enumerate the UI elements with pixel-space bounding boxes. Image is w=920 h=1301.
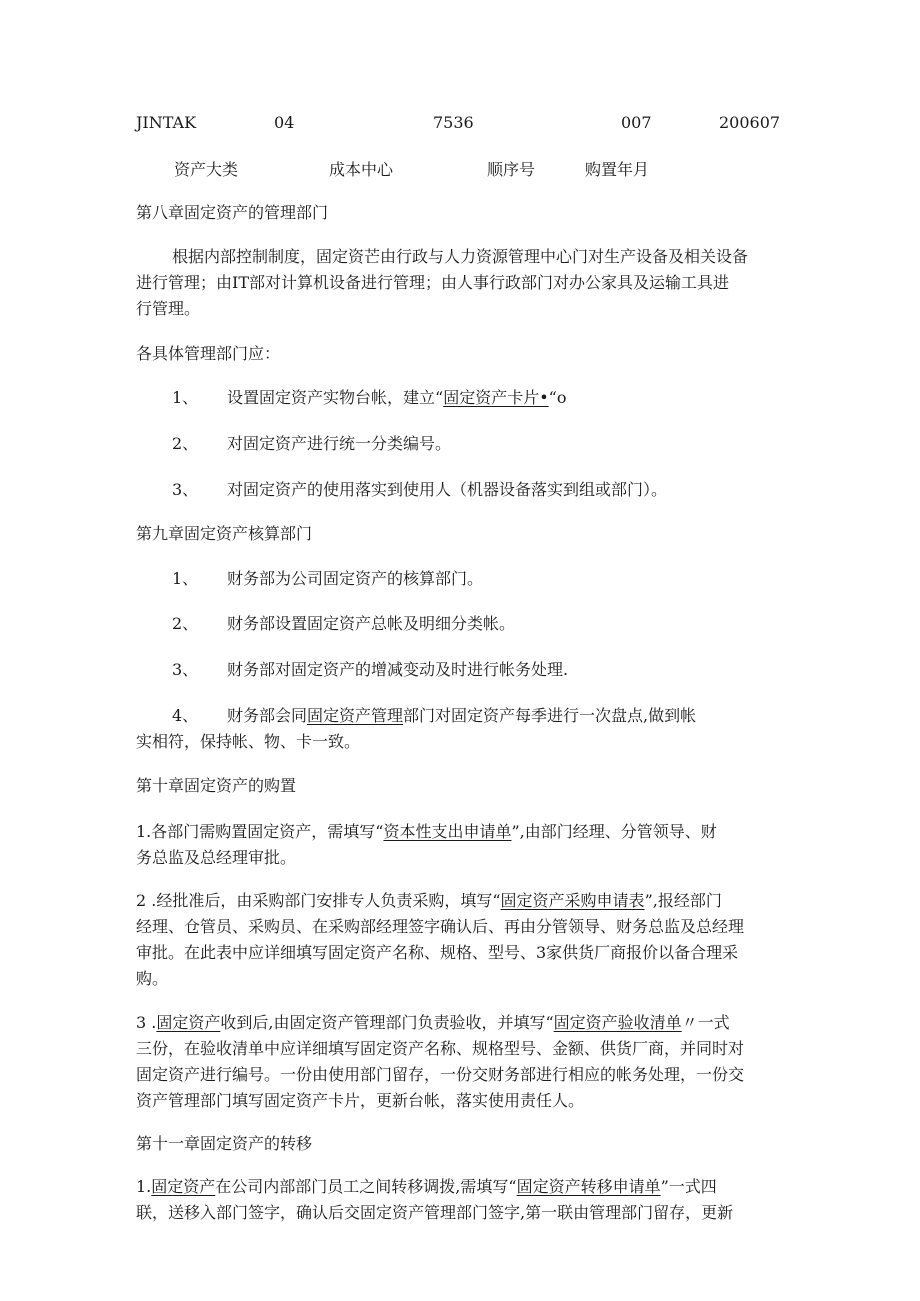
ch10-para-3-line-2: 三份，在验收清单中应详细填写固定资产名称、规格型号、金额、供货厂商，并同时对 bbox=[136, 1039, 745, 1058]
asset-card-term: 固定资产卡片• bbox=[443, 388, 549, 407]
ch8-para-line-1: 根据内部控制制度，固定资芒由行政与人力资源管理中心门对生产设备及相关设备 bbox=[172, 247, 749, 266]
ch11-para-1 bbox=[136, 1174, 717, 1200]
ch9-item-4-text: 财务部会同 bbox=[227, 706, 308, 725]
ch10-para-3-num: 3 . bbox=[136, 1013, 157, 1032]
ch9-item-3-num: 3、 bbox=[172, 660, 199, 679]
chapter-11-heading: 第十一章固定资产的转移 bbox=[136, 1134, 313, 1153]
ch8-item-3-num: 3、 bbox=[172, 480, 199, 499]
asset-code-labels bbox=[136, 157, 786, 181]
ch10-para-2-line-3: 审批。在此表中应详细填写固定资产名称、规格、型号、3家供货厂商报价以备合理采 bbox=[136, 943, 739, 962]
ch8-item-1-num: 1、 bbox=[172, 388, 199, 407]
ch8-para-line-2: 进行管理；由IT部对计算机设备进行管理；由人事行政部门对办公家具及运输工具进 bbox=[136, 273, 729, 292]
code-sequence: 7536 bbox=[433, 113, 474, 132]
ch11-para-1-line-2: 联，送移入部门签字，确认后交固定资产管理部门签字,第一联由管理部门留存，更新 bbox=[136, 1203, 734, 1222]
transfer-form-term: 固定资产转移申请单 bbox=[516, 1177, 661, 1196]
fixed-asset-term-2: 固定资产 bbox=[151, 1177, 216, 1196]
ch10-para-2-text: 2 .经批准后，由采购部门安排专人负责采购，填写“ bbox=[136, 891, 501, 910]
chapter-9-heading: 第九章固定资产核算部门 bbox=[136, 524, 313, 543]
ch8-intro: 各具体管理部门应： bbox=[136, 344, 281, 363]
ch9-item-4-line-2: 实相符，保持帐、物、卡一致。 bbox=[136, 732, 361, 751]
ch10-para-1-line-2: 务总监及总经理审批。 bbox=[136, 848, 297, 867]
ch9-item-1-num: 1、 bbox=[172, 569, 199, 588]
ch10-para-1 bbox=[136, 819, 717, 845]
ch11-para-1-text: 在公司内部部门员工之间转移调拨,需填写“ bbox=[215, 1177, 517, 1196]
ch10-para-1-tail: ”,由部门经理、分管领导、财 bbox=[511, 822, 717, 841]
acceptance-form-term: 固定资产验收清单 bbox=[553, 1013, 682, 1032]
purchase-form-term: 固定资产采购申请表 bbox=[500, 891, 645, 910]
ch10-para-3-line-4: 资产管理部门填写固定资产卡片，更新台帐，落实使用责任人。 bbox=[136, 1091, 585, 1110]
ch10-para-2 bbox=[136, 888, 722, 914]
ch10-para-3-tail: 〃一式 bbox=[681, 1013, 730, 1032]
fixed-asset-term: 固定资产 bbox=[156, 1013, 221, 1032]
ch9-item-4-tail: 部门对固定资产每季进行一次盘点,做到帐 bbox=[403, 706, 697, 725]
label-cost-center: 成本中心 bbox=[329, 160, 394, 179]
code-purchase-date-b: 200607 bbox=[719, 113, 781, 132]
ch8-item-1 bbox=[227, 385, 566, 411]
ch10-para-2-line-2: 经理、仓管员、采购员、在采购部经理签字确认后、再由分管领导、财务总监及总经理 bbox=[136, 917, 745, 936]
ch11-para-1-num: 1. bbox=[136, 1177, 152, 1196]
label-asset-category: 资产大类 bbox=[174, 160, 239, 179]
ch8-item-1-text: 设置固定资产实物台帐，建立“ bbox=[227, 388, 444, 407]
ch8-item-3: 对固定资产的使用落实到使用人（机器设备落实到组或部门）。 bbox=[227, 480, 668, 499]
ch9-item-2: 财务部设置固定资产总帐及明细分类帐。 bbox=[227, 614, 516, 633]
ch8-item-2-num: 2、 bbox=[172, 434, 199, 453]
ch8-para-line-3: 行管理。 bbox=[136, 299, 201, 318]
label-sequence: 顺序号 bbox=[487, 160, 536, 179]
asset-management-term: 固定资产管理 bbox=[307, 706, 404, 725]
ch8-item-2: 对固定资产进行统一分类编号。 bbox=[227, 434, 452, 453]
ch9-item-3: 财务部对固定资产的增减变动及时进行帐务处理. bbox=[227, 660, 569, 679]
asset-code-row bbox=[136, 113, 786, 137]
ch10-para-1-text: 1.各部门需购置固定资产，需填写“ bbox=[136, 822, 384, 841]
chapter-8-heading: 第八章固定资产的管理部门 bbox=[136, 203, 329, 222]
ch11-para-1-tail: ”一式四 bbox=[660, 1177, 717, 1196]
ch8-item-1-tail: “o bbox=[548, 388, 567, 407]
ch10-para-2-tail: ”,报经部门 bbox=[644, 891, 722, 910]
capex-form-term: 资本性支出申请单 bbox=[383, 822, 512, 841]
label-purchase-date: 购置年月 bbox=[585, 160, 650, 179]
ch10-para-3-line-3: 固定资产进行编号。一份由使用部门留存，一份交财务部进行相应的帐务处理，一份交 bbox=[136, 1065, 745, 1084]
code-purchase-date-a: 007 bbox=[621, 113, 652, 132]
ch10-para-3-text: 收到后,由固定资产管理部门负责验收，并填写“ bbox=[220, 1013, 554, 1032]
ch10-para-3 bbox=[136, 1010, 730, 1036]
code-asset-category: JINTAK bbox=[136, 113, 197, 132]
code-cost-center: 04 bbox=[274, 113, 295, 132]
ch9-item-2-num: 2、 bbox=[172, 614, 199, 633]
ch10-para-2-line-4: 购。 bbox=[136, 969, 169, 988]
chapter-10-heading: 第十章固定资产的购置 bbox=[136, 776, 297, 795]
ch9-item-4 bbox=[227, 703, 696, 729]
ch9-item-1: 财务部为公司固定资产的核算部门。 bbox=[227, 569, 484, 588]
ch9-item-4-num: 4、 bbox=[172, 706, 199, 725]
